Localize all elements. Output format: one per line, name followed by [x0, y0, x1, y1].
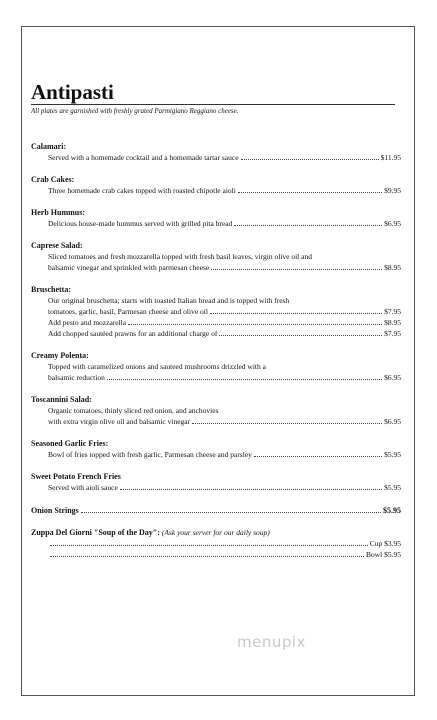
- dot-leader: [120, 482, 382, 490]
- item-description: Sliced tomatoes and fresh mozzarella topped with fresh basil leaves, virgin olive oil and: [48, 252, 312, 261]
- dot-leader: [50, 538, 368, 546]
- item-line: [31, 449, 401, 460]
- item-line: [31, 549, 401, 560]
- menu-item-caprese-salad: [31, 241, 401, 273]
- dot-leader: [192, 416, 382, 424]
- menu-item-bruschetta: [31, 285, 401, 339]
- item-name: Creamy Polenta:: [31, 351, 89, 360]
- item-price: $11.95: [380, 153, 401, 162]
- item-price: $9.95: [384, 186, 401, 195]
- item-price: $7.95: [384, 307, 401, 316]
- item-price: $5.95: [384, 483, 401, 492]
- item-description: Served with a homemade cocktail and a homemade tartar sauce: [48, 153, 239, 162]
- item-line: [31, 372, 401, 383]
- item-line: [31, 152, 401, 163]
- addon-price: $7.95: [384, 329, 401, 338]
- item-name: Sweet Potato French Fries: [31, 472, 121, 481]
- item-description: Topped with caramelized onions and sauteed mushrooms drizzled with a: [48, 362, 266, 371]
- item-price: $5.95: [383, 506, 401, 515]
- menu-item-sweet-potato-fries: [31, 472, 401, 493]
- item-addon-line: [31, 317, 401, 328]
- item-line: [31, 262, 401, 273]
- menu-item-toscannini-salad: [31, 395, 401, 427]
- item-price: $6.95: [384, 219, 401, 228]
- item-price-cup: Cup $3.95: [369, 539, 401, 548]
- item-description: Bowl of fries topped with fresh garlic, Parmesan cheese and parsley: [48, 450, 252, 459]
- dot-leader: [238, 185, 382, 193]
- item-note: (Ask your server for our daily soup): [161, 528, 270, 537]
- item-name: Onion Strings: [31, 506, 79, 515]
- item-name: Seasoned Garlic Fries:: [31, 439, 109, 448]
- item-description-cont: with extra virgin olive oil and balsamic vinegar: [48, 417, 191, 426]
- dot-leader: [254, 449, 382, 457]
- dot-leader: [241, 152, 379, 160]
- item-price: $8.95: [384, 263, 401, 272]
- item-description: Organic tomatoes, thinly sliced red onion, and anchovies: [48, 406, 219, 415]
- item-description: Our original bruschetta; starts with toasted Italian bread and is topped with fresh: [48, 296, 290, 305]
- dot-leader: [210, 306, 382, 314]
- dot-leader: [219, 328, 382, 336]
- dot-leader: [107, 372, 382, 380]
- item-price: $6.95: [384, 417, 401, 426]
- title-rule: [31, 104, 395, 105]
- menu-page: [21, 26, 415, 696]
- menu-item-herb-hummus: [31, 208, 401, 229]
- addon-description: Add chopped sautéed prawns for an additional charge of: [48, 329, 218, 338]
- dot-leader: [211, 262, 382, 270]
- menu-item-creamy-polenta: [31, 351, 401, 383]
- item-description: Delicious house-made hummus served with grilled pita bread: [48, 219, 233, 228]
- item-price: $6.95: [384, 373, 401, 382]
- item-line: [31, 218, 401, 229]
- item-line: [31, 306, 401, 317]
- menu-item-seasoned-garlic-fries: [31, 439, 401, 460]
- item-line: [31, 416, 401, 427]
- item-price-bowl: Bowl $5.95: [365, 550, 401, 559]
- menu-item-onion-strings: [31, 505, 401, 516]
- menu-item-calamari: [31, 142, 401, 163]
- menu-item-zuppa: [31, 528, 401, 560]
- dot-leader: [234, 218, 382, 226]
- item-name: Toscannini Salad:: [31, 395, 92, 404]
- addon-description: Add pesto and mozzarella: [48, 318, 127, 327]
- addon-price: $8.95: [384, 318, 401, 327]
- item-line: [31, 538, 401, 549]
- item-line: [31, 505, 401, 516]
- section-title: Antipasti: [31, 80, 114, 104]
- dot-leader: [128, 317, 382, 325]
- item-name-row: [31, 528, 401, 538]
- item-line: [31, 185, 401, 196]
- menupix-watermark: menupix: [237, 633, 306, 651]
- item-line: [31, 482, 401, 493]
- item-addon-line: [31, 328, 401, 339]
- menu-item-crab-cakes: [31, 175, 401, 196]
- menu-content: [31, 81, 401, 572]
- item-description-cont: balsamic reduction: [48, 373, 105, 382]
- item-description-cont: balsamic vinegar and sprinkled with parmesan cheese: [48, 263, 210, 272]
- dot-leader: [81, 505, 381, 513]
- item-name: Zuppa Del Giorni "Soup of the Day":: [31, 528, 160, 537]
- item-name: Calamari:: [31, 142, 67, 151]
- item-description: Three homemade crab cakes topped with roasted chipotle aioli: [48, 186, 236, 195]
- item-name: Caprese Salad:: [31, 241, 83, 250]
- item-name: Crab Cakes:: [31, 175, 75, 184]
- section-subtitle: All plates are garnished with freshly grated Parmigiano Reggiano cheese.: [31, 107, 239, 115]
- menu-items: [31, 142, 401, 560]
- item-description: Served with aioli sauce: [48, 483, 118, 492]
- item-name: Bruschetta:: [31, 285, 71, 294]
- item-price: $5.95: [384, 450, 401, 459]
- item-description-cont: tomatoes, garlic, basil, Parmesan cheese and olive oil: [48, 307, 208, 316]
- dot-leader: [50, 549, 364, 557]
- item-name: Herb Hummus:: [31, 208, 85, 217]
